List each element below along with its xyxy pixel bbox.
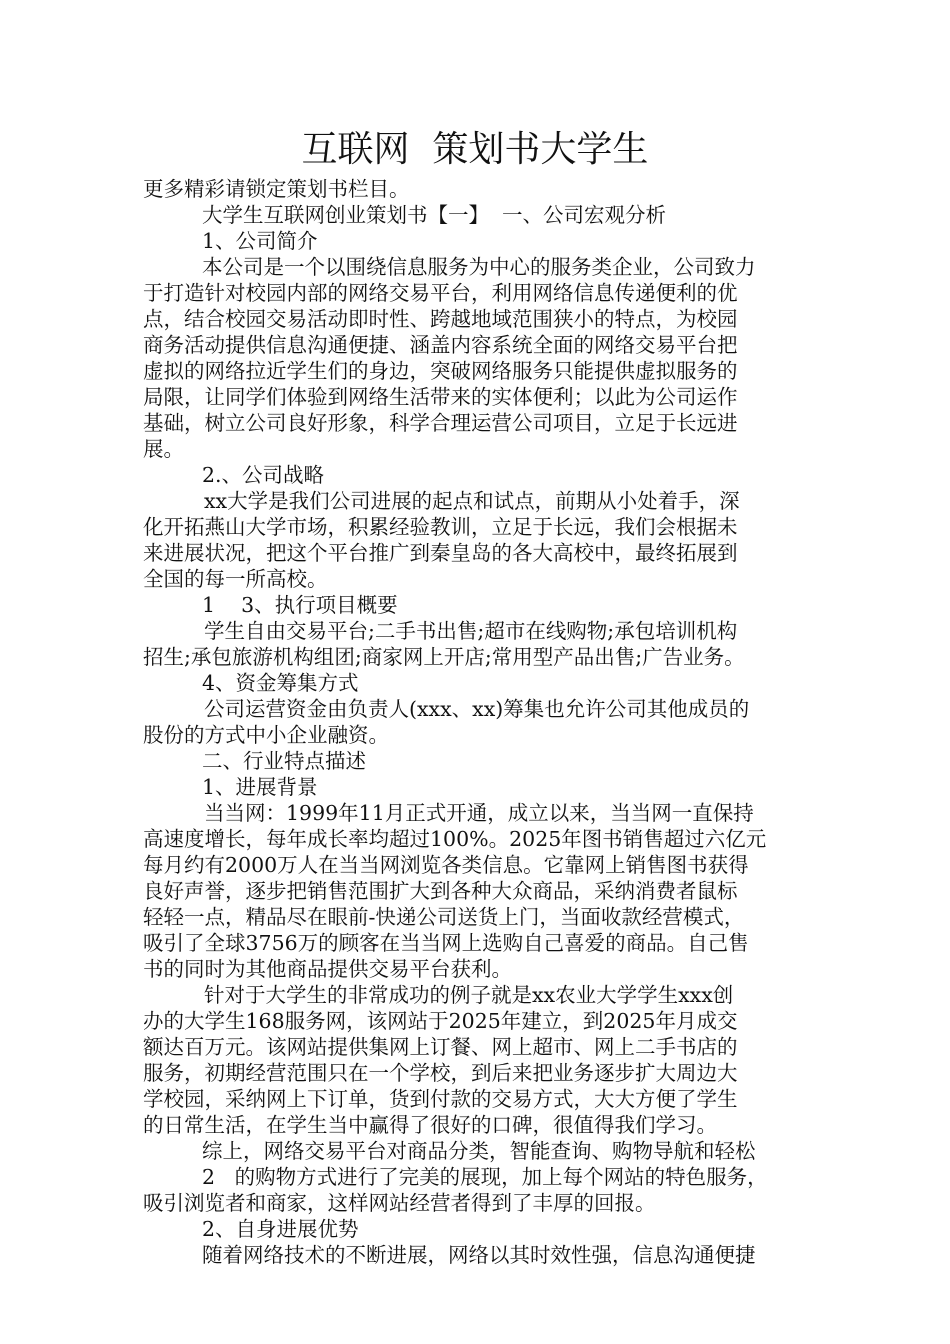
paragraph-line: 学生自由交易平台;二手书出售;超市在线购物;承包培训机构 xyxy=(204,619,738,643)
section-heading: 大学生互联网创业策划书【一】 一、公司宏观分析 xyxy=(202,203,667,227)
paragraph-line: 虚拟的网络拉近学生们的身边，突破网络服务只能提供虚拟服务的 xyxy=(143,359,738,383)
document-title: 互联网 策划书大学生 xyxy=(301,129,649,170)
paragraph-line: 吸引了全球3756万的顾客在当当网上选购自己喜爱的商品。自己售 xyxy=(143,931,749,955)
paragraph-line: 2 的购物方式进行了完美的展现，加上每个网站的特色服务， xyxy=(202,1165,768,1189)
paragraph-line: 吸引浏览者和商家，这样网站经营者得到了丰厚的回报。 xyxy=(143,1191,656,1215)
section-heading: 二、行业特点描述 xyxy=(202,749,366,773)
paragraph-line: 综上，网络交易平台对商品分类，智能查询、购物导航和轻松 xyxy=(202,1139,756,1163)
paragraph-line: 本公司是一个以围绕信息服务为中心的服务类企业，公司致力 xyxy=(202,255,756,279)
paragraph-line: 股份的方式中小企业融资。 xyxy=(143,723,389,747)
paragraph-line: 商务活动提供信息沟通便捷、涵盖内容系统全面的网络交易平台把 xyxy=(143,333,738,357)
paragraph-line: 针对于大学生的非常成功的例子就是xx农业大学学生xxx创 xyxy=(204,983,734,1007)
subheading: 1 3、执行项目概要 xyxy=(202,593,398,617)
paragraph-line: 化开拓燕山大学市场，积累经验教训，立足于长远，我们会根据未 xyxy=(143,515,738,539)
paragraph-line: 书的同时为其他商品提供交易平台获利。 xyxy=(143,957,512,981)
subheading: 2、自身进展优势 xyxy=(202,1217,359,1241)
subheading: 1、进展背景 xyxy=(202,775,318,799)
paragraph-line: 点，结合校园交易活动即时性、跨越地域范围狭小的特点，为校园 xyxy=(143,307,738,331)
paragraph-line: 当当网：1999年11月正式开通，成立以来，当当网一直保持 xyxy=(204,801,754,825)
paragraph-line: 展。 xyxy=(143,437,184,461)
paragraph-line: 于打造针对校园内部的网络交易平台，利用网络信息传递便利的优 xyxy=(143,281,738,305)
paragraph-line: xx大学是我们公司进展的起点和试点，前期从小处着手，深 xyxy=(204,489,740,513)
paragraph-line: 招生;承包旅游机构组团;商家网上开店;常用型产品出售;广告业务。 xyxy=(143,645,745,669)
paragraph-line: 来进展状况，把这个平台推广到秦皇岛的各大高校中，最终拓展到 xyxy=(143,541,738,565)
paragraph-line: 的日常生活，在学生当中赢得了很好的口碑，很值得我们学习。 xyxy=(143,1113,717,1137)
paragraph-line: 轻轻一点，精品尽在眼前-快递公司送货上门，当面收款经营模式， xyxy=(143,905,745,929)
paragraph-line: 随着网络技术的不断进展，网络以其时效性强，信息沟通便捷 xyxy=(202,1243,756,1267)
paragraph-line: 高速度增长，每年成长率均超过100%。2025年图书销售超过六亿元 xyxy=(143,827,767,851)
intro-line: 更多精彩请锁定策划书栏目。 xyxy=(143,177,410,201)
paragraph-line: 服务，初期经营范围只在一个学校，到后来把业务逐步扩大周边大 xyxy=(143,1061,738,1085)
paragraph-line: 额达百万元。该网站提供集网上订餐、网上超市、网上二手书店的 xyxy=(143,1035,738,1059)
subheading: 1、公司简介 xyxy=(202,229,318,253)
paragraph-line: 每月约有2000万人在当当网浏览各类信息。它靠网上销售图书获得 xyxy=(143,853,749,877)
paragraph-line: 学校园，采纳网上下订单，货到付款的交易方式，大大方便了学生 xyxy=(143,1087,738,1111)
subheading: 2.、公司战略 xyxy=(202,463,325,487)
paragraph-line: 良好声誉，逐步把销售范围扩大到各种大众商品，采纳消费者鼠标 xyxy=(143,879,738,903)
paragraph-line: 公司运营资金由负责人(xxx、xx)筹集也允许公司其他成员的 xyxy=(204,697,750,721)
paragraph-line: 办的大学生168服务网，该网站于2025年建立，到2025年月成交 xyxy=(143,1009,738,1033)
paragraph-line: 局限，让同学们体验到网络生活带来的实体便利；以此为公司运作 xyxy=(143,385,738,409)
paragraph-line: 基础，树立公司良好形象，科学合理运营公司项目，立足于长远进 xyxy=(143,411,738,435)
paragraph-line: 全国的每一所高校。 xyxy=(143,567,328,591)
subheading: 4、资金筹集方式 xyxy=(202,671,359,695)
